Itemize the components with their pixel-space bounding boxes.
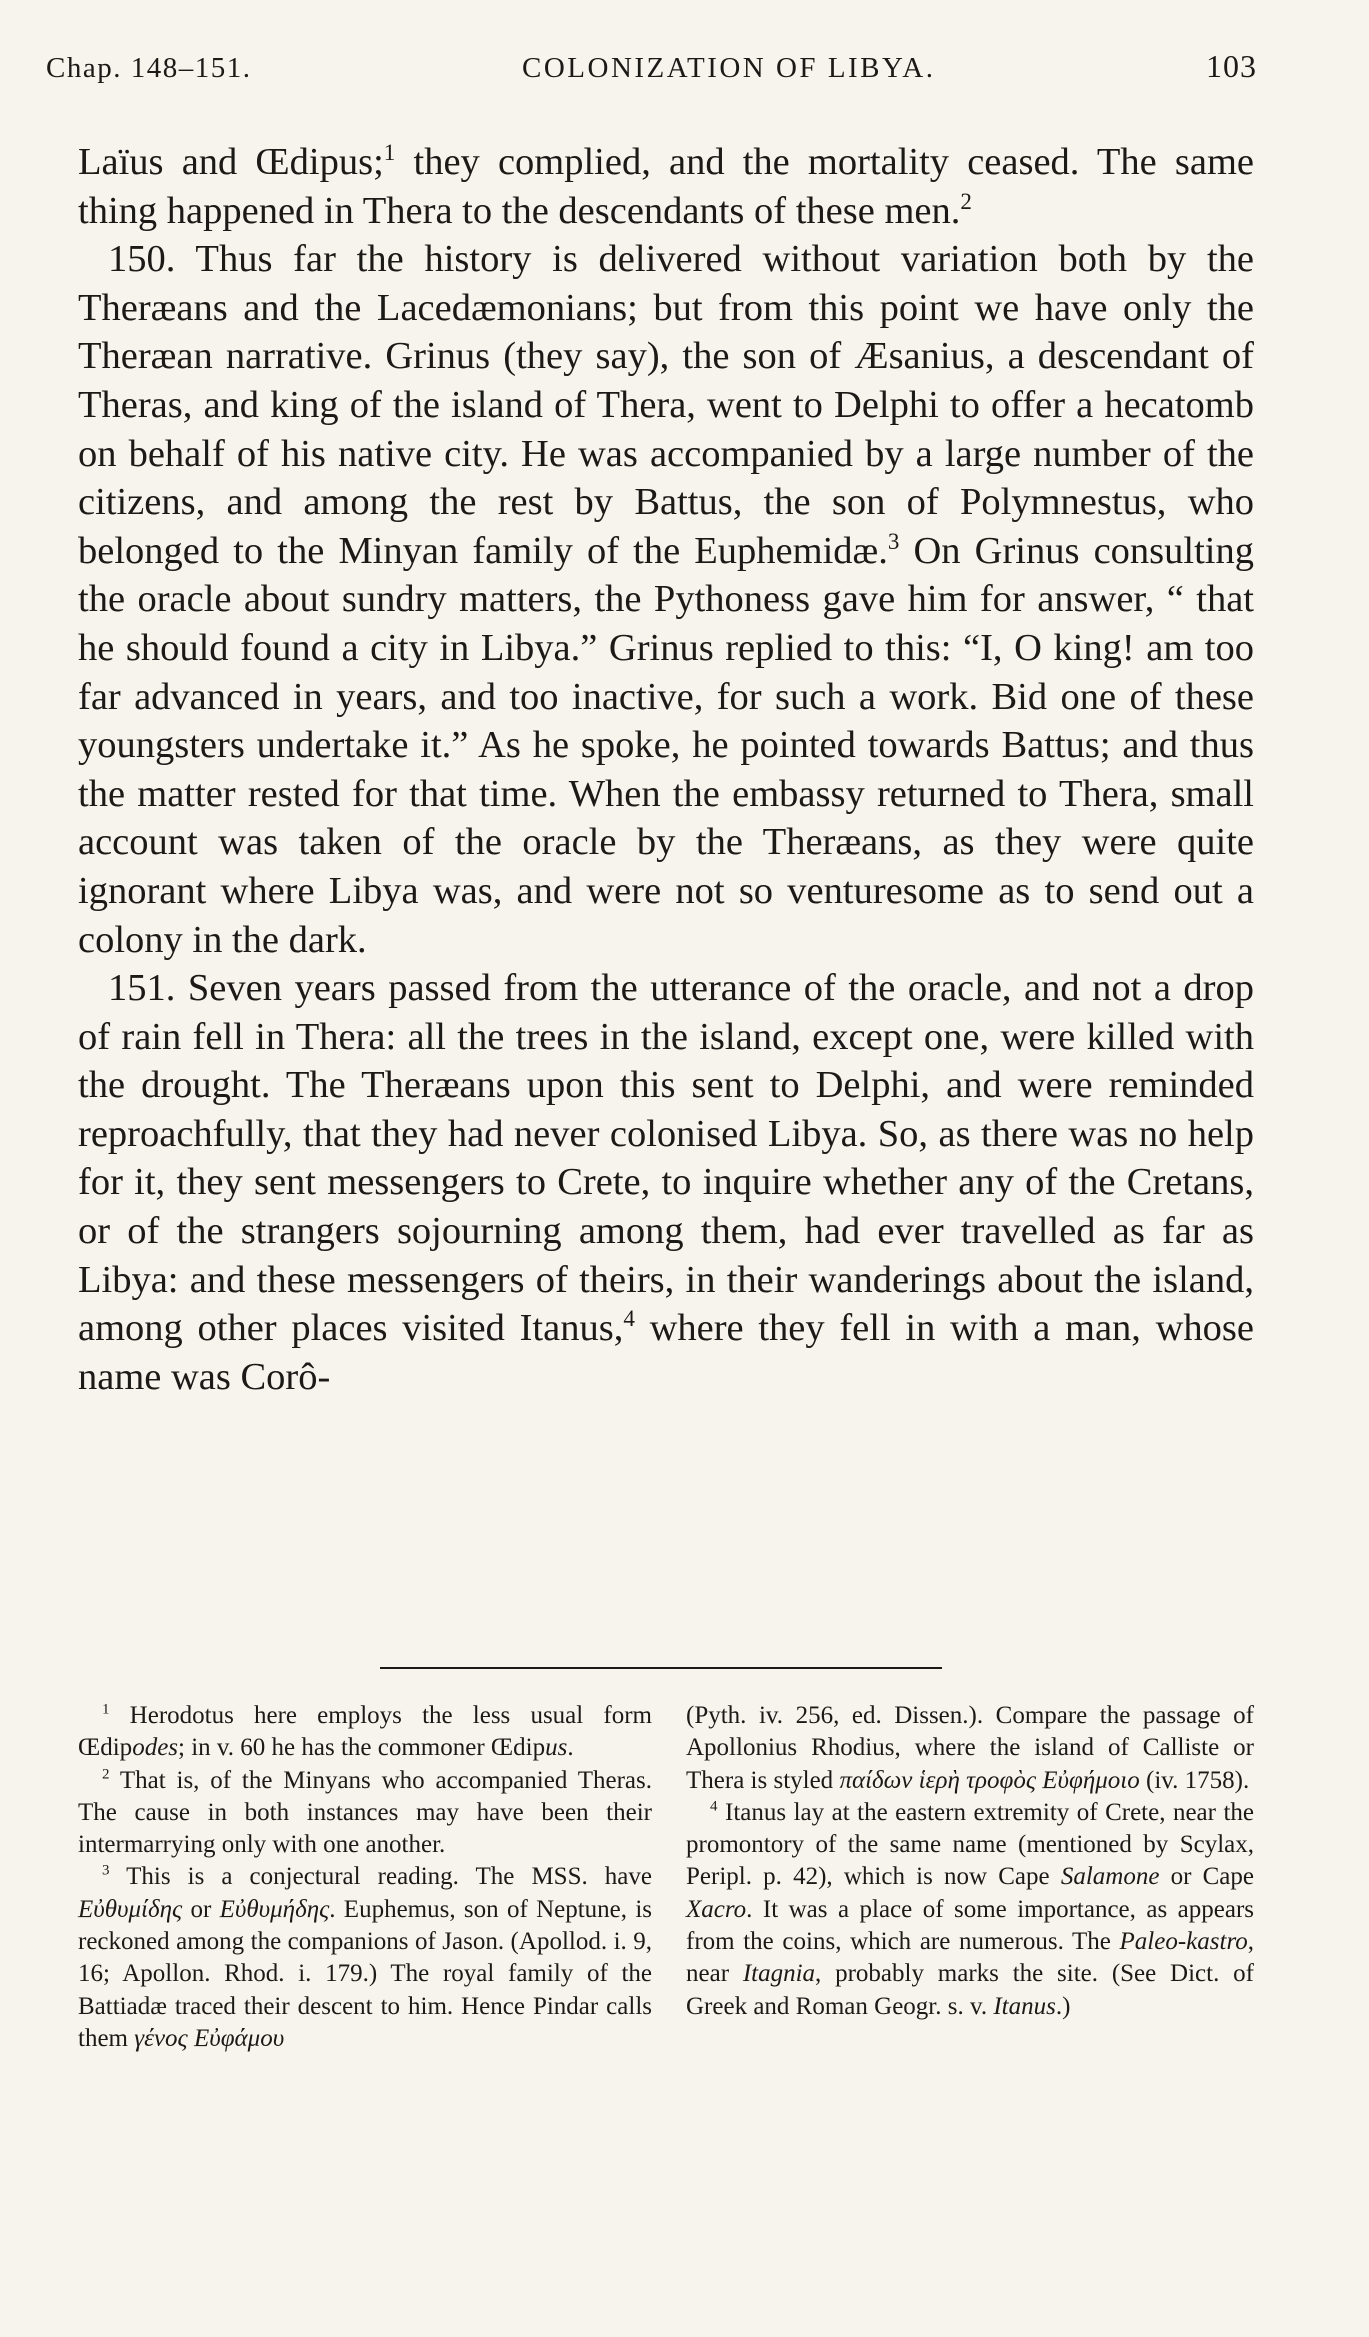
footnote-1: $^1$ Herodotus here employs the less usual form Œdipodes; in v. 60 he has the commoner Œdipus. [78, 1701, 652, 1762]
paragraph-continuation: Laïus and Œdipus;$^1$ they complied, and the mortality ceased. The same thing happened in Thera to the descendants of these men.$^2$ [78, 139, 1254, 232]
page-title: COLONIZATION OF LIBYA. [522, 52, 936, 84]
page-number: 103 [1205, 48, 1257, 84]
footnote-2: $^2$ That is, of the Minyans who accompanied Theras. The cause in both instances may have been their intermarrying only with one another. [78, 1766, 652, 1859]
footnote-3: $^3$ This is a conjectural reading. The MSS. have Εὐθυμίδης or Εὐθυμήδης. Euphemus, son of Neptune, is reckoned among the companions of Jason. (Apollod. i. 9, 16; Apollon. Rhod. i. 179.) The royal family of the Battiadæ traced their descent to him. Hence Pindar calls them γένος Εὐφάμου [78, 1863, 653, 2052]
footnote-ref-3: 3 [887, 527, 900, 554]
footnote-divider [380, 1667, 942, 1669]
footnotes-right-column [686, 1700, 1254, 2023]
footnote-3-continued: (Pyth. iv. 256, ed. Dissen.). Compare the passage of Apollonius Rhodius, where the island of Calliste or Thera is styled παίδων ἱερὴ τροφὸς Εὐφήμοιο (iv. 1758). [686, 1702, 1254, 1794]
paragraph-151: 151. Seven years passed from the utterance of the oracle, and not a drop of rain fell in Thera: all the trees in the island, except one, were killed with the drought. The Theræans upon this sent to Delphi, and were reminded reproachfully, that they had never colonised Libya. So, as there was no help for it, they sent messengers to Crete, to inquire whether any of the Cretans, or of the strangers sojourning among them, had ever travelled as far as Libya: and these messengers of theirs, in their wanderings about the island, among other places visited Itanus,$^4$ where they fell in with a man, whose name was Corô- [78, 967, 1254, 1398]
chapter-range: Chap. 148–151. [46, 52, 252, 84]
footnotes-left-column [78, 1700, 652, 2055]
running-header [46, 48, 1257, 94]
footnote-4: $^4$ Itanus lay at the eastern extremity of Crete, near the promontory of the same name (mentioned by Scylax, Peripl. p. 42), which is now Cape Salamone or Cape Xacro. It was a place of some importance, as appears from the coins, which are numerous. The Paleo-kastro, near Itagnia, probably marks the site. (See Dict. of Greek and Roman Geogr. s. v. Itanus.) [686, 1798, 1255, 2020]
main-text [78, 138, 1254, 1401]
footnote-ref-4: 4 [623, 1305, 635, 1332]
paragraph-150: 150. Thus far the history is delivered without variation both by the Theræans and the Lacedæmonians; but from this point we have only the Theræan narrative. Grinus (they say), the son of Æsanius, a descendant of Theras, and king of the island of Thera, went to Delphi to offer a hecatomb on behalf of his native city. He was accompanied by a large number of the citizens, and among the rest by Battus, the son of Polymnestus, who belonged to the Minyan family of the Euphemidæ.$^3$ On Grinus consulting the oracle about sundry matters, the Pythoness gave him for answer, “ that he should found a city in Libya.” Grinus replied to this: “I, O king! am too far advanced in years, and too inactive, for such a work. Bid one of these youngsters undertake it.” As he spoke, he pointed towards Battus; and thus the matter rested for that time. When the embassy returned to Thera, small account was taken of the oracle by the Theræans, as they were quite ignorant where Libya was, and were not so venturesome as to send out a colony in the dark. [78, 238, 1254, 961]
footnote-ref-2: 2 [960, 187, 972, 214]
footnote-ref-1: 1 [383, 139, 396, 166]
